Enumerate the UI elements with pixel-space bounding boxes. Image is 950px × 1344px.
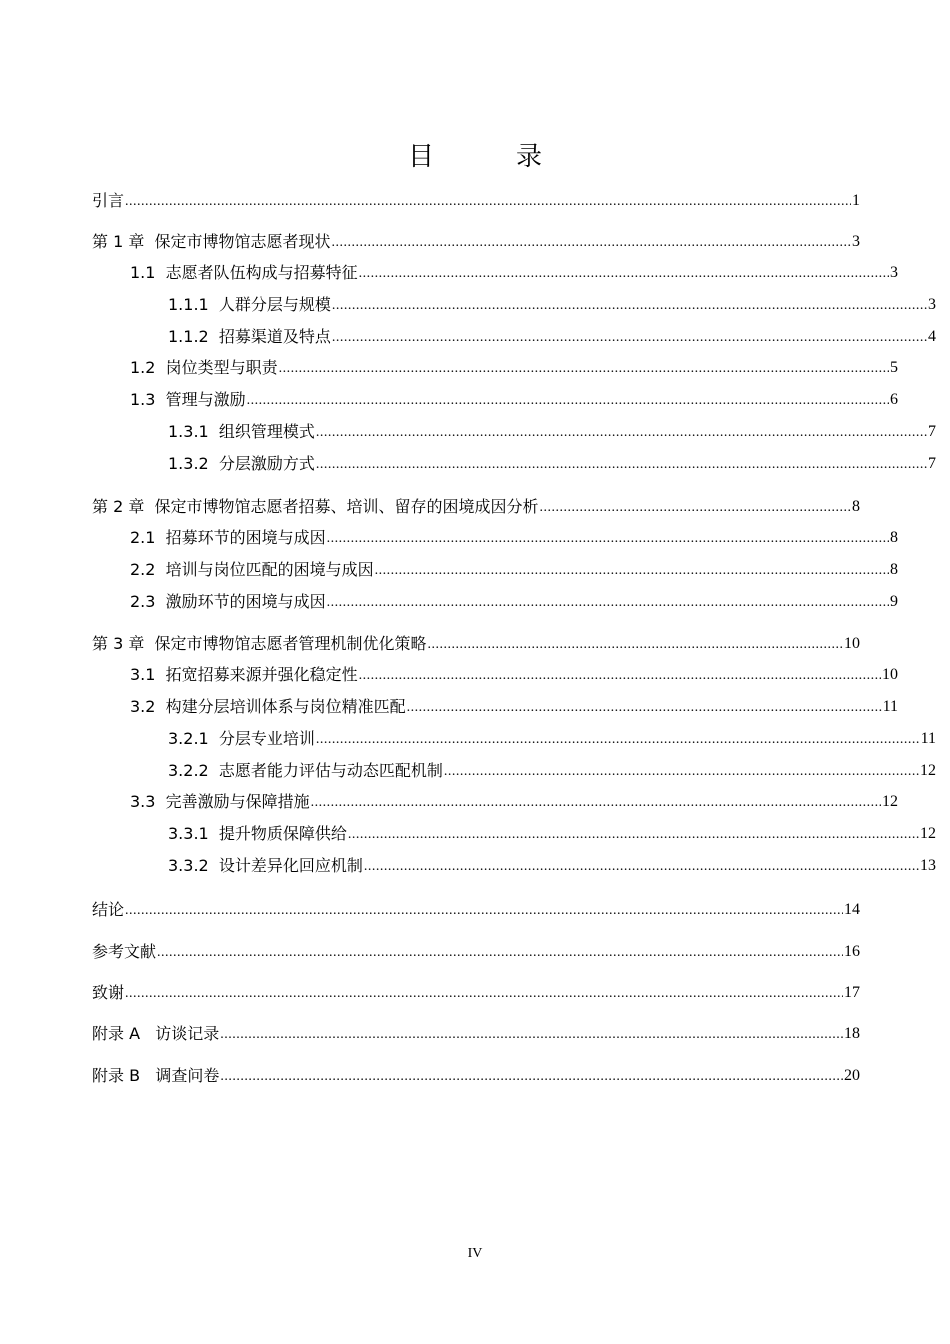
toc-label: 2.1 招募环节的困境与成因 <box>130 528 326 547</box>
toc-label: 3.3 完善激励与保障措施 <box>130 792 310 811</box>
toc-page-number: 3 <box>890 264 898 281</box>
toc-page-number: 8 <box>890 561 898 578</box>
dot-leader <box>279 360 889 378</box>
dot-leader <box>316 424 927 442</box>
table-of-contents <box>92 0 936 1344</box>
dot-leader <box>220 1068 843 1086</box>
toc-entry[interactable] <box>92 896 860 920</box>
toc-entry[interactable] <box>92 450 936 474</box>
toc-entry[interactable] <box>92 524 898 548</box>
dot-leader <box>359 265 889 283</box>
toc-label: 3.2 构建分层培训体系与岗位精准匹配 <box>130 697 406 716</box>
dot-leader <box>125 902 843 920</box>
toc-entry[interactable] <box>92 938 860 962</box>
toc-page-number: 4 <box>928 328 936 345</box>
toc-label: 1.1.2 招募渠道及特点 <box>168 327 331 346</box>
dot-leader <box>540 499 851 517</box>
dot-leader <box>125 193 851 211</box>
dot-leader <box>311 794 881 812</box>
toc-entry[interactable] <box>92 693 898 717</box>
toc-entry[interactable] <box>92 493 860 517</box>
toc-page-number: 18 <box>844 1025 860 1042</box>
toc-page-number: 12 <box>920 762 936 779</box>
toc-entry[interactable] <box>92 418 936 442</box>
toc-page-number: 20 <box>844 1067 860 1084</box>
toc-label: 第 1 章 保定市博物馆志愿者现状 <box>92 232 331 251</box>
toc-label: 第 2 章 保定市博物馆志愿者招募、培训、留存的困境成因分析 <box>92 497 539 516</box>
toc-label: 1.3.2 分层激励方式 <box>168 454 315 473</box>
toc-label: 附录 A 访谈记录 <box>92 1024 220 1043</box>
dot-leader <box>220 1026 843 1044</box>
toc-label: 3.2.2 志愿者能力评估与动态匹配机制 <box>168 761 443 780</box>
toc-page-number: 11 <box>882 698 898 715</box>
toc-entry[interactable] <box>92 979 860 1003</box>
toc-label: 参考文献 <box>92 942 157 961</box>
toc-page-number: 12 <box>882 793 898 810</box>
dot-leader <box>375 562 889 580</box>
dot-leader <box>316 731 920 749</box>
toc-entry[interactable] <box>92 588 898 612</box>
dot-leader <box>364 858 919 876</box>
toc-entry[interactable] <box>92 1020 860 1044</box>
toc-label: 1.1 志愿者队伍构成与招募特征 <box>130 263 358 282</box>
toc-label: 附录 B 调查问卷 <box>92 1066 220 1085</box>
dot-leader <box>348 826 919 844</box>
toc-page-number: 16 <box>844 943 860 960</box>
toc-page-number: 7 <box>928 423 936 440</box>
dot-leader <box>359 667 881 685</box>
toc-label: 1.3.1 组织管理模式 <box>168 422 315 441</box>
toc-page-number: 3 <box>928 296 936 313</box>
toc-entry[interactable] <box>92 386 898 410</box>
dot-leader <box>327 594 889 612</box>
toc-page-number: 10 <box>844 635 860 652</box>
toc-entry[interactable] <box>92 725 936 749</box>
dot-leader <box>407 699 882 717</box>
toc-label: 1.2 岗位类型与职责 <box>130 358 278 377</box>
toc-label: 第 3 章 保定市博物馆志愿者管理机制优化策略 <box>92 634 427 653</box>
toc-page-number: 10 <box>882 666 898 683</box>
toc-entry[interactable] <box>92 852 936 876</box>
toc-entry[interactable] <box>92 757 936 781</box>
toc-page-number: 9 <box>890 593 898 610</box>
toc-label: 引言 <box>92 191 125 210</box>
dot-leader <box>428 636 843 654</box>
toc-page-number: 8 <box>890 529 898 546</box>
toc-label: 致谢 <box>92 983 125 1002</box>
toc-page-number: 5 <box>890 359 898 376</box>
dot-leader <box>247 392 889 410</box>
toc-entry[interactable] <box>92 1062 860 1086</box>
toc-label: 3.3.2 设计差异化回应机制 <box>168 856 363 875</box>
toc-label: 1.1.1 人群分层与规模 <box>168 295 331 314</box>
toc-entry[interactable] <box>92 354 898 378</box>
toc-page-number: 17 <box>844 984 860 1001</box>
toc-page-number: 1 <box>852 192 860 209</box>
toc-entry[interactable] <box>92 259 898 283</box>
dot-leader <box>157 944 843 962</box>
toc-label: 1.3 管理与激励 <box>130 390 246 409</box>
toc-page-number: 6 <box>890 391 898 408</box>
dot-leader <box>444 763 919 781</box>
toc-page-number: 8 <box>852 498 860 515</box>
dot-leader <box>125 985 843 1003</box>
toc-label: 2.3 激励环节的困境与成因 <box>130 592 326 611</box>
dot-leader <box>327 530 889 548</box>
dot-leader <box>332 329 927 347</box>
footer-page-number: IV <box>467 1246 483 1261</box>
toc-page-number: 14 <box>844 901 860 918</box>
dot-leader <box>332 297 927 315</box>
toc-label: 3.1 拓宽招募来源并强化稳定性 <box>130 665 358 684</box>
toc-entry[interactable] <box>92 228 860 252</box>
toc-label: 3.2.1 分层专业培训 <box>168 729 315 748</box>
toc-page-number: 11 <box>920 730 936 747</box>
toc-page-number: 13 <box>920 857 936 874</box>
dot-leader <box>316 456 927 474</box>
toc-entry[interactable] <box>92 187 860 211</box>
toc-label: 2.2 培训与岗位匹配的困境与成因 <box>130 560 374 579</box>
toc-page-number: 3 <box>852 233 860 250</box>
toc-page-number: 7 <box>928 455 936 472</box>
toc-entry[interactable] <box>92 291 936 315</box>
toc-entry[interactable] <box>92 820 936 844</box>
toc-entry[interactable] <box>92 323 936 347</box>
toc-entry[interactable] <box>92 788 898 812</box>
toc-label: 结论 <box>92 900 125 919</box>
toc-page-number: 12 <box>920 825 936 842</box>
toc-entry[interactable] <box>92 556 898 580</box>
dot-leader <box>332 234 851 252</box>
toc-entry[interactable] <box>92 630 860 654</box>
page-title: 目 录 <box>407 142 570 172</box>
toc-label: 3.3.1 提升物质保障供给 <box>168 824 347 843</box>
toc-entry[interactable] <box>92 661 898 685</box>
